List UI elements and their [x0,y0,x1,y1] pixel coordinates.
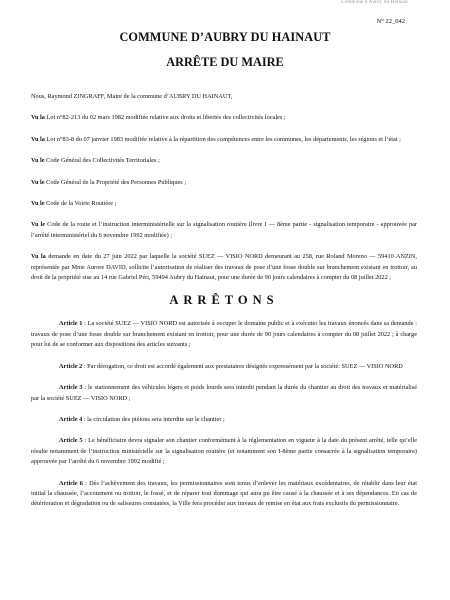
article-text: : La société SUEZ — VISIO NORD est autorisée à occuper le domaine public et à exécuter les travaux énoncés dans sa demande : travaux de pose d’une fosse double sur branchement existant en trottoir, pour une durée de 90 jours calendaires à compter du 08 juillet 2022 ; à charge pour lui de se conformer aux dispositions des articles suivants ; [31,320,417,349]
article-label: Article 4 [59,415,83,423]
article-label: Article 6 [59,479,83,487]
article-label: Article 5 [59,437,83,445]
visa-lead: Vu la [31,135,45,143]
visa-paragraph [31,135,417,145]
visa-paragraph [31,252,417,283]
intro-paragraph: Nous, Raymond ZINGRAFF, Maire de la commune d’AUBRY DU HAINAUT, [31,93,233,100]
article-paragraph [31,479,417,510]
article-paragraph [31,436,417,467]
visa-text: Loi n°83-8 du 07 janvier 1983 modifiée relative à la répartition des compétences entre les communes, les départements, les régions et l’état ; [44,135,401,143]
reference-number: N° 22_042 [376,18,405,25]
arretons-heading: ARRÊTONS [169,293,279,308]
visa-text: Loi n°82-213 du 02 mars 1982 modifiée relative aux droits et libertés des collectivités locales ; [44,114,286,122]
visa-lead: Vu le [31,200,45,208]
article-paragraph [31,415,417,425]
visa-text: demande en date du 27 juin 2022 par laquelle la société SUEZ — VISIO NORD demeurant au 258, rue Roland Moreno — 59410 ANZIN, représentée par Mme Aurore DAVID, sollicite l’autorisation de réaliser des travaux de pose d’une fosse double sur branchement existant en trottoir, au droit de la propriété sise au 14 rue Gabriel Péri, 59494 Aubry du Hainaut, pour une durée de 90 jours calendaires à compter du 08 juillet 2022 ; [31,253,417,282]
article-text: : Dès l’achèvement des travaux, les permissionnaires sont tenus d’enlever les matériaux excédentaires, de rétablir dans leur état initial la chaussée, l’accotement ou trottoir, le fossé, et de réparer tout dommage qui aura pu être causé à la chaussée et à ses dépendances. En cas de détérioration et dégradation ou de salissures constatées, la Ville fera procéder aux travaux de remise en état aux frais exclusifs du permissionnaire. [31,479,417,508]
article-label: Article 2 [59,362,83,370]
document-title: COMMUNE D’AUBRY DU HAINAUT [119,30,331,44]
visa-lead: Vu le [31,221,46,229]
visa-text: Code Général des Collectivités Territoriales ; [44,157,160,165]
article-text: : la circulation des piétons sera interdite sur le chantier ; [82,415,225,423]
article-label: Article 3 [59,384,83,392]
visa-paragraph [31,156,417,166]
visa-paragraph [31,220,417,241]
document-subtitle: ARRÊTE DU MAIRE [166,55,284,69]
article-text: : Par dérogation, ce droit est accordé également aux prestataires désignés expressément par la société: SUEZ — VISIO NORD [82,362,403,370]
visa-text: Code de la Voirie Routière ; [44,200,117,208]
visa-lead: Vu le [31,178,45,186]
visa-lead: Vu la [31,114,45,122]
article-paragraph [31,383,417,404]
visa-paragraph [31,113,417,123]
visa-text: Code Général de la Propriété des Personnes Publiques ; [44,178,187,186]
visa-lead: Vu la [31,253,46,261]
visa-paragraph [31,199,417,209]
article-label: Article 1 [59,320,83,328]
visa-lead: Vu le [31,157,45,165]
document-body [31,92,417,521]
visa-text: Code de la route et l’instruction interministérielle sur la signalisation routière (livre I — 8ème partie - signalisation temporaire - approuvée par l’arrêté interministériel du 6 novembre 1992 modifiée) ; [31,221,417,239]
article-paragraph [31,362,417,372]
visa-paragraph [31,178,417,188]
article-text: : le stationnement des véhicules légers et poids lourds sera interdit pendant la durée du chantier au droit des travaux et matérialisé par la société SUEZ — VISIO NORD ; [31,384,417,402]
article-paragraph [31,319,417,350]
article-text: : Le bénéficiaire devra signaler son chantier conformément à la réglementation en vigueur à la date du présent arrêté, telle qu’elle résulte notamment de l’instruction ministérielle sur la signalisation routière (et notamment son I-8ème partie consacrée à la signalisation temporaire) approuvée par l’arrêté du 6 novembre 1992 modifié ; [31,437,417,466]
header-mark: Commune d'Aubry du Hainaut [341,0,408,5]
